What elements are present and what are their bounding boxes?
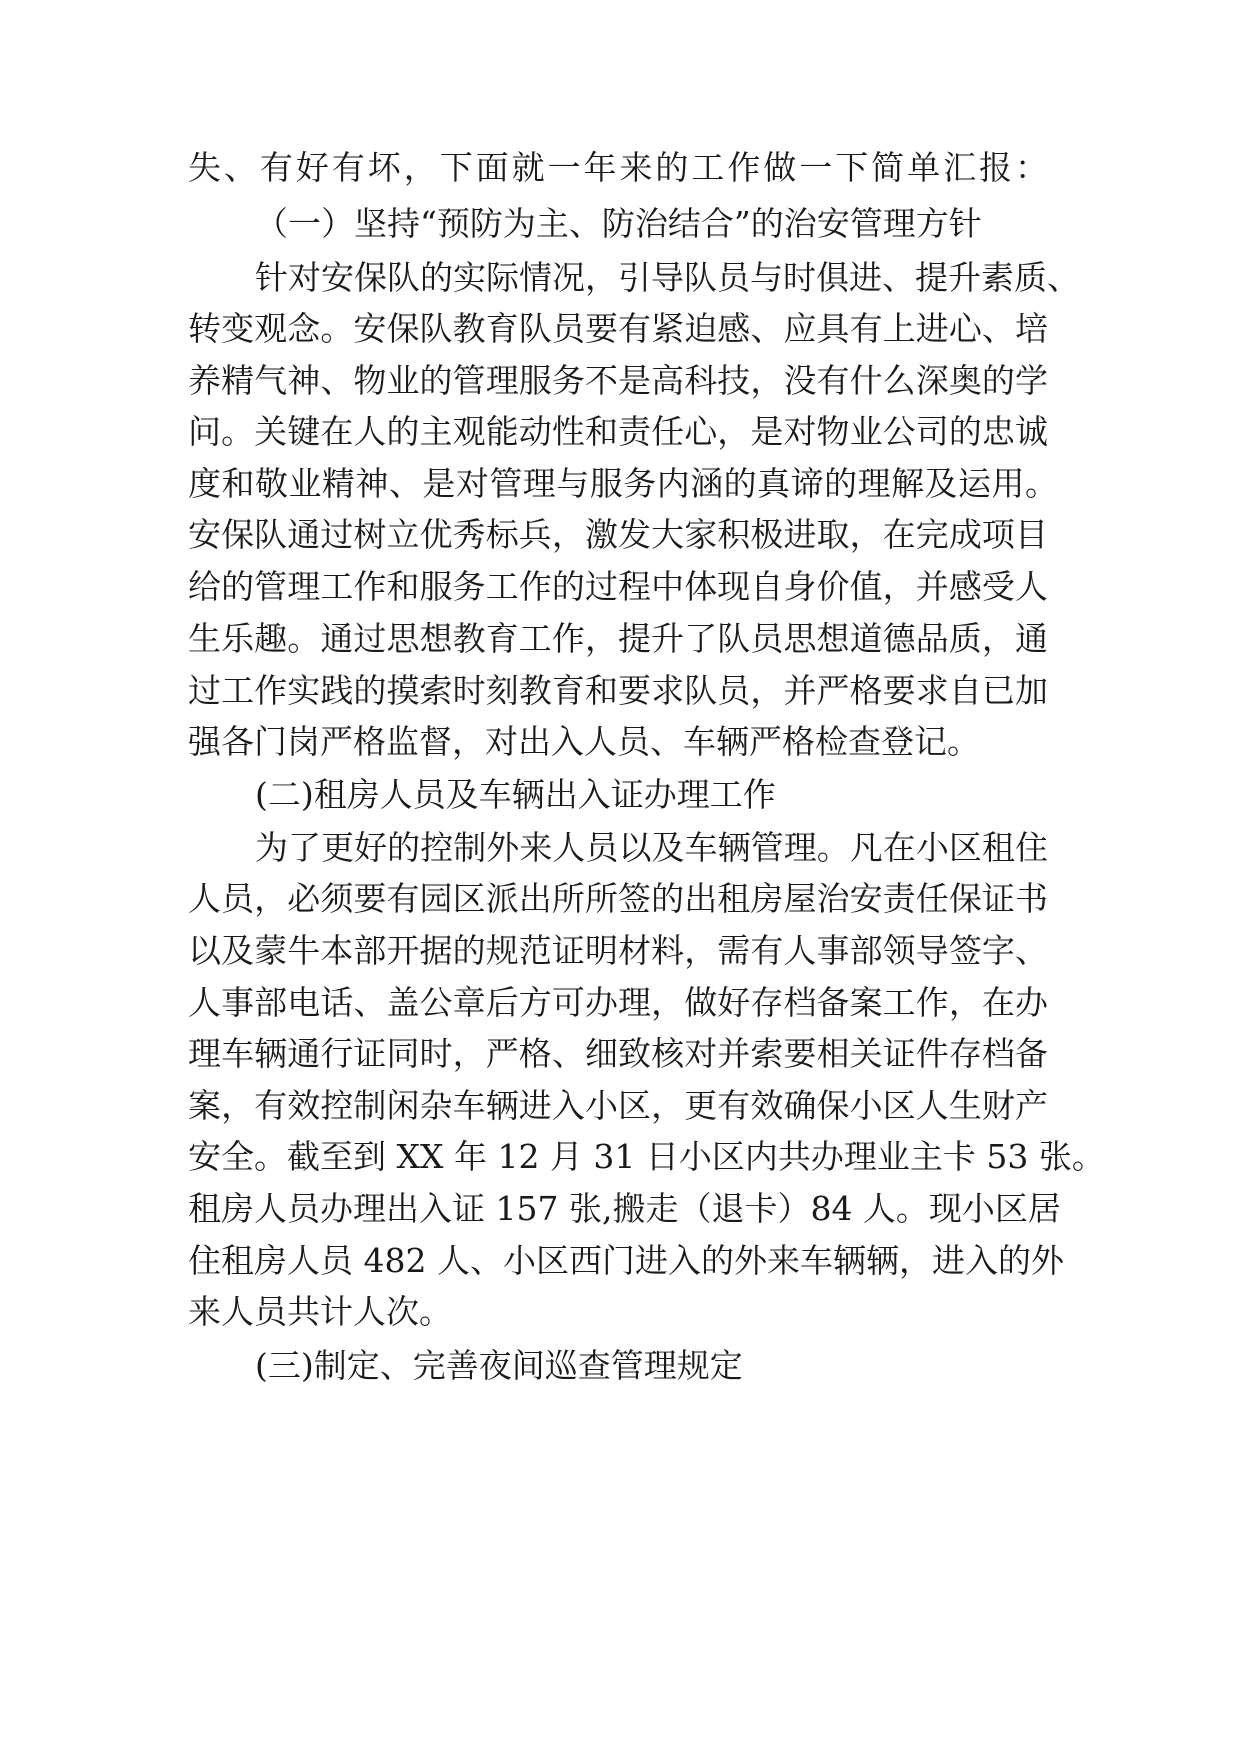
- paragraph-line: 安全。截至到 XX 年 12 月 31 日小区内共办理业主卡 53 张。: [188, 1137, 1105, 1176]
- paragraph-line: 以及蒙牛本部开据的规范证明材料，需有人事部领导签字、: [188, 931, 1048, 970]
- paragraph-line: 生乐趣。通过思想教育工作，提升了队员思想道德品质，通: [188, 619, 1048, 658]
- paragraph-line: 来人员共计人次。: [188, 1292, 452, 1331]
- paragraph-line: 住租房人员 482 人、小区西门进入的外来车辆辆，进入的外: [188, 1241, 1064, 1280]
- paragraph-line: 案，有效控制闲杂车辆进入小区，更有效确保小区人生财产: [188, 1086, 1048, 1125]
- paragraph-line: 转变观念。安保队教育队员要有紧迫感、应具有上进心、培: [188, 309, 1048, 348]
- paragraph-line: 问。关键在人的主观能动性和责任心，是对物业公司的忠诚: [188, 412, 1048, 451]
- paragraph-line: 安保队通过树立优秀标兵，激发大家积极进取，在完成项目: [188, 515, 1048, 554]
- paragraph-line: 理车辆通行证同时，严格、细致核对并索要相关证件存档备: [188, 1034, 1048, 1073]
- section-heading-1: （一）坚持“预防为主、防治结合”的治安管理方针: [255, 204, 982, 243]
- paragraph-line: 强各门岗严格监督，对出入人员、车辆严格检查登记。: [188, 722, 980, 761]
- paragraph-line: 度和敬业精神、是对管理与服务内涵的真谛的理解及运用。: [188, 464, 1058, 503]
- paragraph-line: 人事部电话、盖公章后方可办理，做好存档备案工作，在办: [188, 983, 1048, 1022]
- paragraph-line: 给的管理工作和服务工作的过程中体现自身价值，并感受人: [188, 567, 1048, 606]
- paragraph-line: 针对安保队的实际情况，引导队员与时俱进、提升素质、: [255, 258, 1080, 297]
- text-line: 失、有好有坏，下面就一年来的工作做一下简单汇报：: [188, 148, 1048, 187]
- section-heading-2: (二)租房人员及车辆出入证办理工作: [255, 775, 776, 814]
- paragraph-line: 过工作实践的摸索时刻教育和要求队员，并严格要求自已加: [188, 671, 1048, 710]
- paragraph-line: 人员，必须要有园区派出所所签的出租房屋治安责任保证书: [188, 879, 1048, 918]
- section-heading-3: (三)制定、完善夜间巡查管理规定: [255, 1346, 743, 1385]
- paragraph-line: 租房人员办理出入证 157 张,搬走（退卡）84 人。现小区居: [188, 1189, 1061, 1228]
- paragraph-line: 为了更好的控制外来人员以及车辆管理。凡在小区租住: [255, 828, 1048, 867]
- paragraph-line: 养精气神、物业的管理服务不是高科技，没有什么深奥的学: [188, 361, 1048, 400]
